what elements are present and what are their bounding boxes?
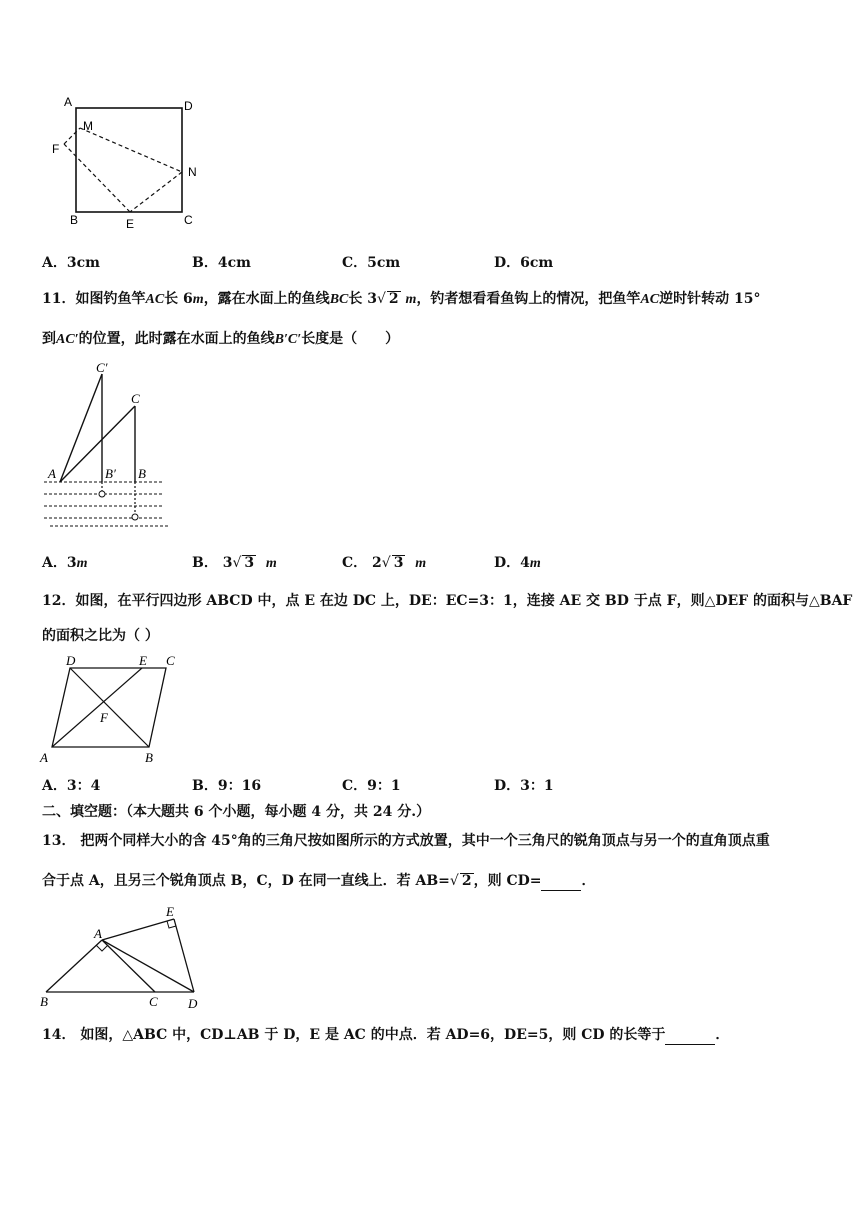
label-e: E [126,217,135,231]
q10-option-b[interactable]: B．4cm [192,255,251,271]
label-a: A [64,95,73,109]
hook-b-prime [99,491,105,497]
label-b: B [40,994,48,1009]
hook-b [132,514,138,520]
segment-ab [46,940,102,992]
q11-line-1: 11．如图钓鱼竿AC长 6m，露在水面上的鱼线BC长 3√ 2 m，钓者想看看鱼钩上的情况，把鱼竿AC逆时针转动 15° [42,291,761,307]
segment-ed [174,919,194,992]
q13-answer-blank[interactable] [541,872,581,891]
q12-option-c[interactable]: C．9：1 [342,778,401,794]
label-b: B [138,466,146,481]
segment-ae [102,919,174,940]
label-c: C [166,653,175,668]
label-m: M [83,119,93,133]
label-c: C [131,391,140,406]
diagonal-bd [70,668,149,747]
label-d: D [184,99,193,113]
label-c-prime: C′ [96,360,108,375]
segment-ne [130,172,182,212]
label-d: D [66,653,76,668]
q12-option-d[interactable]: D．3：1 [494,778,554,794]
figure-12-parallelogram [38,650,198,768]
label-b: B [145,750,153,765]
segment-fm [64,128,80,144]
right-angle-mark-a [96,945,108,951]
label-d: D [188,996,198,1011]
q10-option-c[interactable]: C．5cm [342,255,401,271]
label-c: C [149,994,158,1009]
rod-ac [60,406,135,482]
label-a: A [94,926,102,941]
q12-option-b[interactable]: B．9：16 [192,778,262,794]
figure-11-fishing-rod [40,358,180,530]
segment-ad [102,940,194,992]
label-a: A [40,750,48,765]
q11-option-a[interactable]: A．3m [42,555,88,571]
label-c: C [184,213,193,227]
q14-answer-blank[interactable] [665,1026,715,1045]
segment-ef [64,144,130,212]
q14-line-1: 14． 如图，△ABC 中，CD⊥AB 于 D，E 是 AC 的中点．若 AD=6，DE=5，则 CD 的长等于 ． [42,1027,730,1043]
rod-ac-prime [60,374,102,482]
label-b: B [70,213,79,227]
q13-line-1: 13． 把两个同样大小的含 45°角的三角尺按如图所示的方式放置，其中一个三角尺的锐角顶点与另一个的直角顶点重 [42,833,770,849]
q11-option-d[interactable]: D．4m [494,555,541,571]
label-a: A [48,466,56,481]
q12-option-a[interactable]: A．3：4 [42,778,101,794]
q12-line-2: 的面积之比为（ ） [42,628,159,644]
q10-option-d[interactable]: D．6cm [494,255,554,271]
q11-line-2: 到AC′的位置，此时露在水面上的鱼线B′C′长度是（ ） [42,331,400,347]
q11-option-b[interactable]: B． 3√ 3 m [192,555,277,571]
figure-13-triangles [36,902,211,1012]
label-n: N [188,165,197,179]
label-f: F [100,710,108,725]
section-2-title: 二、填空题：（本大题共 6 个小题，每小题 4 分，共 24 分.） [42,804,431,820]
q13-line-2: 合于点 A，且另三个锐角顶点 B，C，D 在同一直线上．若 AB=√ 2 ，则 CD= ． [42,873,596,889]
label-f: F [52,142,60,156]
q12-line-1: 12．如图，在平行四边形 ABCD 中，点 E 在边 DC 上，DE：EC=3：1，连接 AE 交 BD 于点 F，则△DEF 的面积与△BAF [42,593,853,609]
segment-ae [52,668,142,747]
fold-line-mn [80,128,182,172]
figure-10-square [40,92,220,237]
q11-option-c[interactable]: C． 2√ 3 m [342,555,427,571]
label-e: E [166,904,174,919]
label-b-prime: B′ [105,466,116,481]
label-e: E [139,653,147,668]
q10-option-a[interactable]: A．3cm [42,255,100,271]
